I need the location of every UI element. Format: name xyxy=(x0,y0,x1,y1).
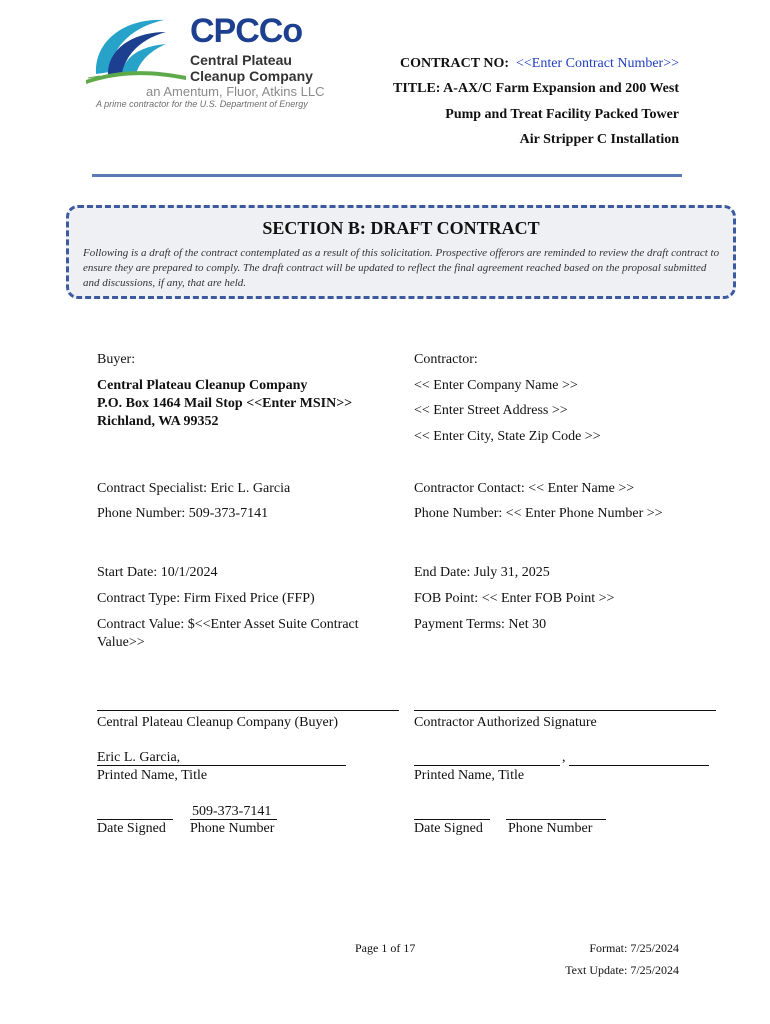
contract-specialist: Contract Specialist: Eric L. Garcia xyxy=(97,481,291,496)
buyer-phone-value: 509-373-7141 xyxy=(192,804,272,819)
contractor-label: Contractor: xyxy=(414,352,478,367)
buyer-phone: Phone Number: 509-373-7141 xyxy=(97,506,269,521)
title-line-3: Air Stripper C Installation xyxy=(519,132,679,147)
contract-number-value: <<Enter Contract Number>> xyxy=(516,56,679,71)
title-line-1: TITLE: A-AX/C Farm Expansion and 200 West xyxy=(392,81,679,96)
buyer-title-line[interactable] xyxy=(192,765,346,766)
contractor-name-separator: , xyxy=(562,750,566,765)
section-description: Following is a draft of the contract contemplated as a result of this solicitation. Prospective offerors are reminded to review the draft contract to ensure they are prepared to comply. The draft contract will be updated to reflect the final agreement reached based on the proposal submitted and discussions, if any, that are held. xyxy=(83,247,720,289)
title-line-2: Pump and Treat Facility Packed Tower xyxy=(445,107,679,122)
phone-number-label-contractor: Phone Number xyxy=(508,821,593,836)
contract-value-line1[interactable]: Contract Value: $<<Enter Asset Suite Contract xyxy=(97,617,359,632)
logo-brand: CPCCo xyxy=(190,12,303,50)
logo-subtitle: an Amentum, Fluor, Atkins LLC xyxy=(146,84,325,99)
logo-prime-contractor: A prime contractor for the U.S. Department of Energy xyxy=(96,99,308,109)
section-callout xyxy=(66,205,736,299)
format-date: Format: 7/25/2024 xyxy=(589,941,679,955)
contractor-phone[interactable]: Phone Number: << Enter Phone Number >> xyxy=(414,506,663,521)
buyer-printed-name: Eric L. Garcia, xyxy=(97,750,181,765)
contractor-name-line[interactable] xyxy=(414,765,560,766)
page-number: Page 1 of 17 xyxy=(355,941,416,955)
printed-name-label-buyer: Printed Name, Title xyxy=(97,768,208,783)
payment-terms: Payment Terms: Net 30 xyxy=(414,617,547,632)
contractor-date-line[interactable] xyxy=(414,819,490,820)
header-divider xyxy=(92,174,682,177)
fob-point[interactable]: FOB Point: << Enter FOB Point >> xyxy=(414,591,615,606)
contract-value-line2[interactable]: Value>> xyxy=(97,635,145,650)
buyer-name-underline xyxy=(97,765,192,766)
buyer-address: P.O. Box 1464 Mail Stop <<Enter MSIN>> xyxy=(97,396,353,411)
contractor-signature-line[interactable] xyxy=(414,710,716,711)
logo-name-line2: Cleanup Company xyxy=(190,68,313,84)
contractor-street[interactable]: << Enter Street Address >> xyxy=(414,403,568,418)
text-update-date: Text Update: 7/25/2024 xyxy=(565,963,679,977)
phone-number-label-buyer: Phone Number xyxy=(190,821,275,836)
contractor-contact[interactable]: Contractor Contact: << Enter Name >> xyxy=(414,481,635,496)
buyer-name: Central Plateau Cleanup Company xyxy=(97,378,308,393)
printed-name-label-contractor: Printed Name, Title xyxy=(414,768,525,783)
contractor-company[interactable]: << Enter Company Name >> xyxy=(414,378,578,393)
company-logo xyxy=(86,10,326,110)
buyer-signature-label: Central Plateau Cleanup Company (Buyer) xyxy=(97,715,339,730)
contract-type: Contract Type: Firm Fixed Price (FFP) xyxy=(97,591,315,606)
cpcco-swoosh-icon xyxy=(86,10,186,86)
start-date: Start Date: 10/1/2024 xyxy=(97,565,218,580)
buyer-signature-line[interactable] xyxy=(97,710,399,711)
buyer-date-line[interactable] xyxy=(97,819,173,820)
buyer-label: Buyer: xyxy=(97,352,136,367)
contract-number-label: CONTRACT NO: xyxy=(399,56,510,71)
end-date: End Date: July 31, 2025 xyxy=(414,565,550,580)
date-signed-label-buyer: Date Signed xyxy=(97,821,166,836)
section-title: SECTION B: DRAFT CONTRACT xyxy=(262,218,540,238)
contractor-title-line[interactable] xyxy=(569,765,709,766)
contractor-signature-label: Contractor Authorized Signature xyxy=(414,715,597,730)
date-signed-label-contractor: Date Signed xyxy=(414,821,483,836)
logo-name-line1: Central Plateau xyxy=(190,52,292,68)
contractor-phone-line[interactable] xyxy=(506,819,606,820)
buyer-phone-underline xyxy=(190,819,277,820)
contract-number-line xyxy=(400,56,679,72)
contractor-city[interactable]: << Enter City, State Zip Code >> xyxy=(414,429,601,444)
buyer-city: Richland, WA 99352 xyxy=(97,414,219,429)
